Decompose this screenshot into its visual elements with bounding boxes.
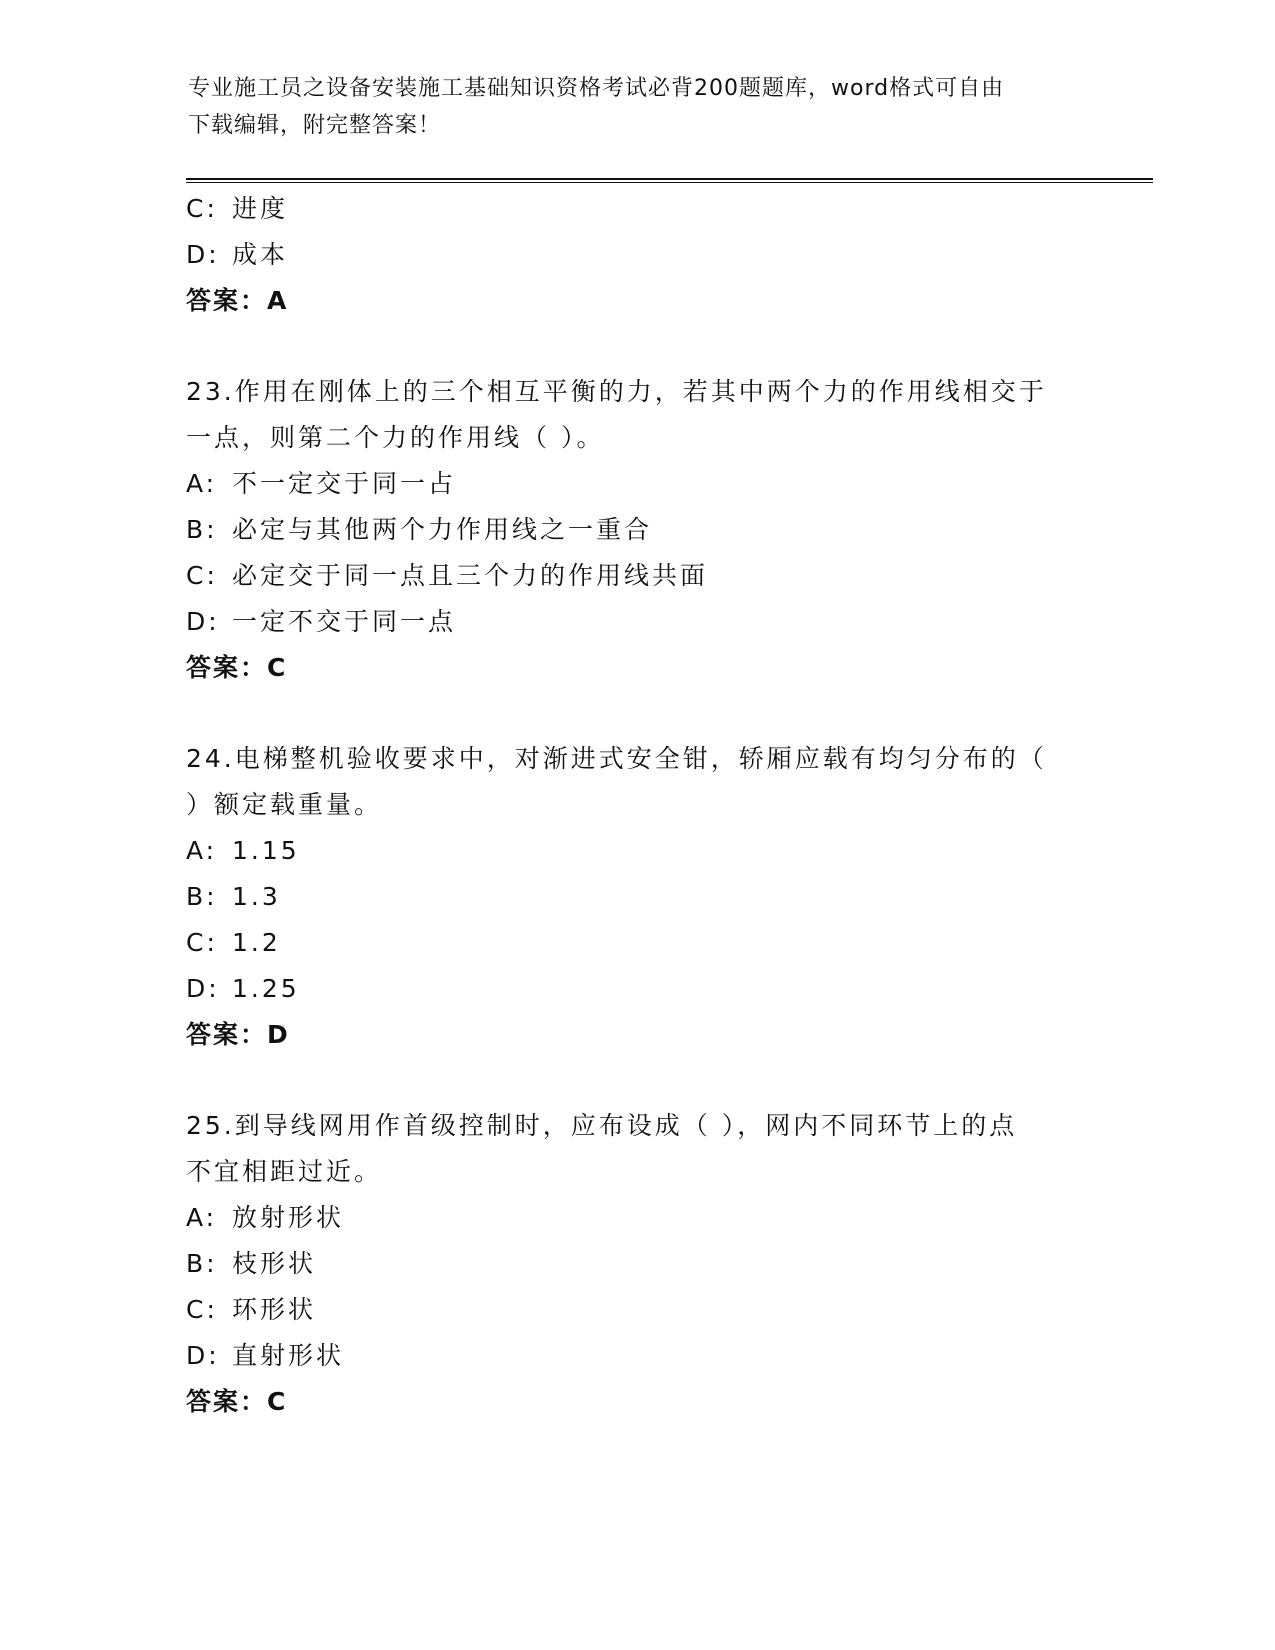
option-text: 不一定交于同一占 xyxy=(232,469,457,498)
option-c xyxy=(186,186,1086,232)
option-c xyxy=(186,920,1086,966)
option-text: 必定与其他两个力作用线之一重合 xyxy=(232,515,653,544)
question-25 xyxy=(186,1103,1086,1425)
option-text: 直射形状 xyxy=(232,1341,345,1370)
option-label: A: xyxy=(186,1203,218,1232)
answer-line: 答案：A xyxy=(186,286,289,315)
option-b xyxy=(186,507,1086,553)
option-text: 成本 xyxy=(232,240,289,269)
header-title-line-1: 专业施工员之设备安装施工基础知识资格考试必背200题题库，word格式可自由 xyxy=(188,76,1005,101)
option-text: 放射形状 xyxy=(232,1203,345,1232)
document-header xyxy=(188,70,1088,144)
question-stem-line: 一点，则第二个力的作用线（ ）。 xyxy=(186,423,605,452)
answer-line: 答案：D xyxy=(186,1020,290,1049)
question-24 xyxy=(186,736,1086,1058)
question-stem-line: 23.作用在刚体上的三个相互平衡的力，若其中两个力的作用线相交于 xyxy=(186,377,1047,406)
option-label: C: xyxy=(186,928,218,957)
option-label: D: xyxy=(186,240,220,269)
question-23 xyxy=(186,369,1086,691)
option-d xyxy=(186,599,1086,645)
option-a xyxy=(186,1195,1086,1241)
option-label: D: xyxy=(186,607,220,636)
answer-line: 答案：C xyxy=(186,1387,288,1416)
option-text: 枝形状 xyxy=(232,1249,317,1278)
option-text: 1.15 xyxy=(232,836,300,865)
question-stem-line: ）额定载重量。 xyxy=(186,790,383,819)
option-label: C: xyxy=(186,1295,218,1324)
option-text: 一定不交于同一点 xyxy=(232,607,457,636)
option-label: B: xyxy=(186,515,218,544)
option-a xyxy=(186,828,1086,874)
header-divider xyxy=(186,178,1153,183)
option-b xyxy=(186,874,1086,920)
option-a xyxy=(186,461,1086,507)
option-d xyxy=(186,1333,1086,1379)
option-label: B: xyxy=(186,882,218,911)
option-text: 必定交于同一点且三个力的作用线共面 xyxy=(232,561,709,590)
option-label: A: xyxy=(186,469,218,498)
option-label: D: xyxy=(186,974,220,1003)
option-b xyxy=(186,1241,1086,1287)
spacer xyxy=(186,324,1086,369)
option-label: C: xyxy=(186,561,218,590)
option-text: 环形状 xyxy=(232,1295,317,1324)
option-text: 进度 xyxy=(232,194,289,223)
option-text: 1.2 xyxy=(232,928,281,957)
option-label: A: xyxy=(186,836,218,865)
option-label: C: xyxy=(186,194,218,223)
header-title-line-2: 下载编辑，附完整答案！ xyxy=(188,113,442,138)
spacer xyxy=(186,691,1086,736)
answer-line: 答案：C xyxy=(186,653,288,682)
option-label: B: xyxy=(186,1249,218,1278)
option-d xyxy=(186,966,1086,1012)
option-label: D: xyxy=(186,1341,220,1370)
spacer xyxy=(186,1058,1086,1103)
option-d xyxy=(186,232,1086,278)
question-list xyxy=(186,186,1086,1425)
question-22-tail xyxy=(186,186,1086,324)
option-c xyxy=(186,553,1086,599)
question-stem-line: 25.到导线网用作首级控制时，应布设成（ ），网内不同环节上的点 xyxy=(186,1111,1018,1140)
option-text: 1.3 xyxy=(232,882,281,911)
question-stem-line: 不宜相距过近。 xyxy=(186,1157,383,1186)
option-text: 1.25 xyxy=(232,974,300,1003)
option-c xyxy=(186,1287,1086,1333)
question-stem-line: 24.电梯整机验收要求中，对渐进式安全钳，轿厢应载有均匀分布的（ xyxy=(186,744,1047,773)
